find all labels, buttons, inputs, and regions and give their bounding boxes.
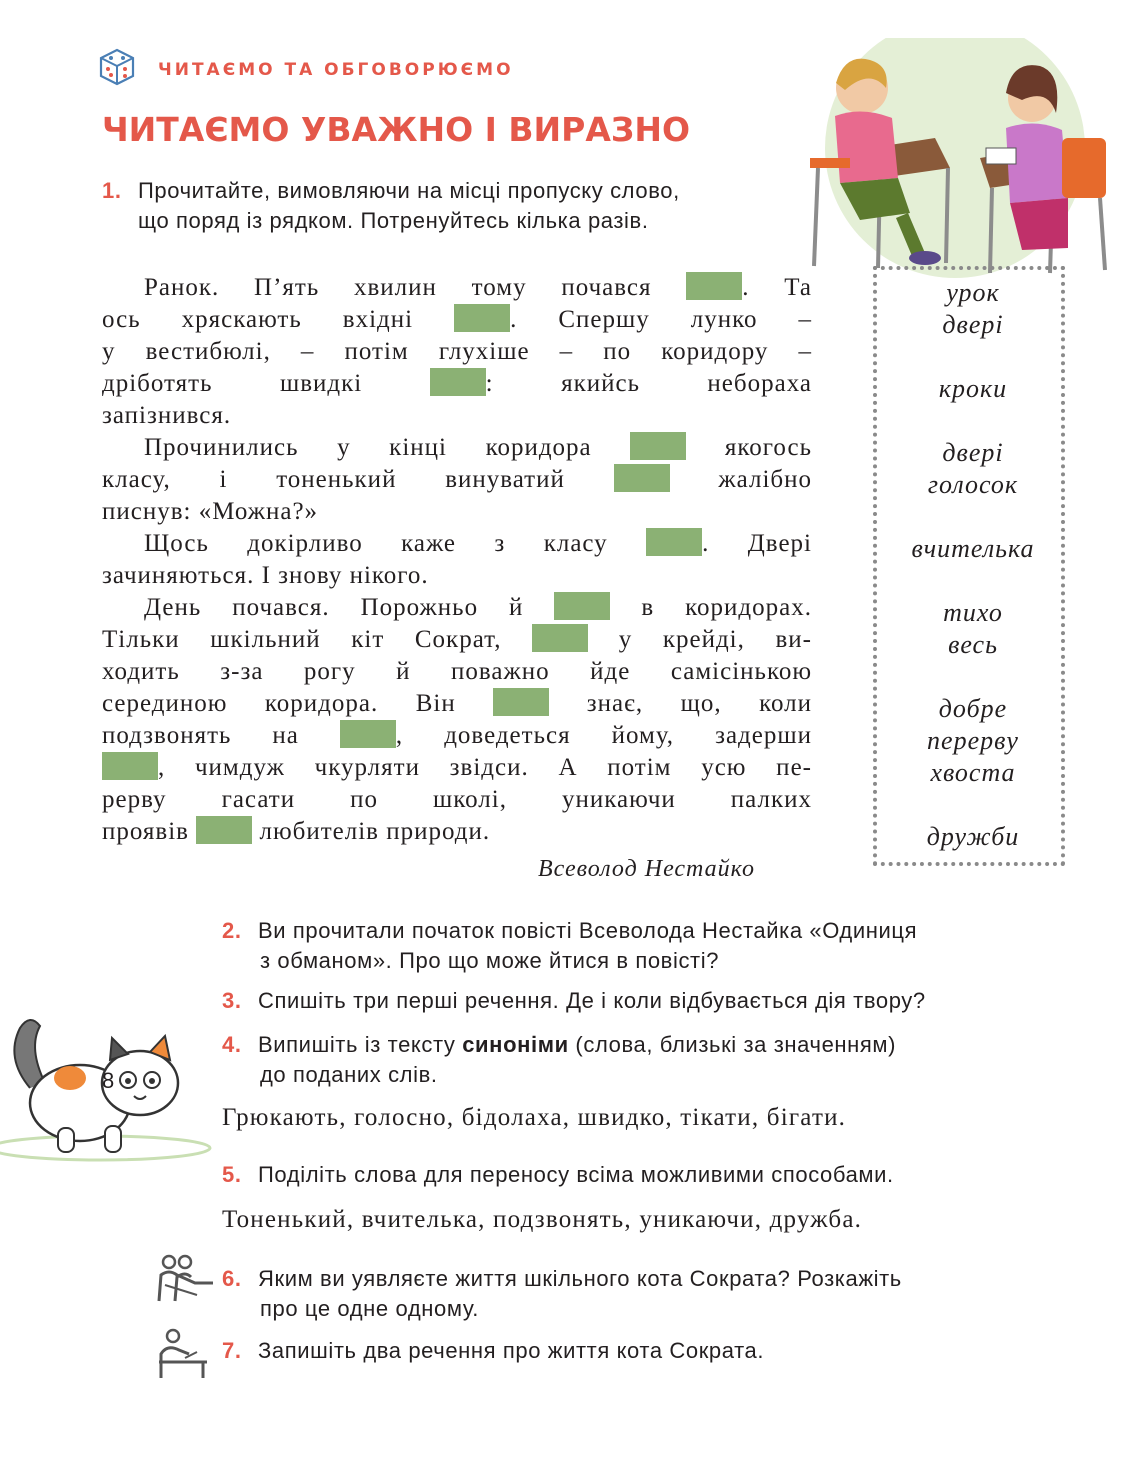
story-text-segment: класу, і тоненький винуватий	[102, 466, 614, 493]
story-line	[102, 656, 812, 688]
task-number: 2.	[222, 918, 242, 943]
story-text-segment: любителів природи.	[252, 818, 491, 845]
word-item: кроки	[938, 374, 1008, 403]
story-text-segment: , доведеться йому, задерши	[395, 722, 812, 749]
task-7	[222, 1336, 1062, 1366]
task-text-line: Спишіть три перші речення. Де і коли відбувається дія твору?	[258, 988, 926, 1013]
story-text-segment: . Спершу лунко –	[510, 306, 812, 333]
story-text-segment: зачиняються. І знову нікого.	[102, 562, 429, 589]
story-line	[102, 368, 812, 400]
story-text-segment: в коридорах.	[610, 594, 812, 621]
task-number: 3.	[222, 988, 242, 1013]
word-gap	[630, 432, 686, 460]
word-item: добре	[938, 694, 1008, 723]
page-title: ЧИТАЄМО УВАЖНО І ВИРАЗНО	[102, 110, 691, 149]
word-item: дружби	[926, 822, 1020, 851]
task-number: 4.	[222, 1032, 242, 1057]
word-gap	[614, 464, 670, 492]
story-text	[102, 272, 812, 848]
story-line	[102, 400, 812, 432]
dice-icon	[98, 48, 136, 86]
task-2	[222, 916, 1062, 976]
story-text-segment: Щось докірливо каже з класу	[144, 530, 647, 557]
story-line	[102, 720, 812, 752]
task-text-line: Яким ви уявляєте життя шкільного кота Сократа? Розкажіть	[258, 1266, 902, 1291]
story-line	[102, 496, 812, 528]
story-text-segment: . Та	[742, 274, 812, 301]
word-item: двері	[942, 438, 1004, 467]
story-text-segment: у вестибюлі, – потім глухіше – по коридору –	[102, 338, 812, 365]
word-gap	[102, 752, 158, 780]
story-text-segment: якогось	[686, 434, 812, 461]
task-text: (слова, близькі за значенням)	[568, 1032, 897, 1057]
writing-icon	[155, 1328, 210, 1380]
story-line	[102, 688, 812, 720]
word-gap	[340, 720, 396, 748]
story-text-segment: у крейді, ви-	[588, 626, 813, 653]
story-line	[102, 624, 812, 656]
word-item: голосок	[927, 470, 1019, 499]
task-text-line: що поряд із рядком. Потренуйтесь кілька разів.	[138, 208, 649, 233]
story-text-segment: рерву гасати по школі, уникаючи палких	[102, 786, 812, 813]
story-line	[102, 752, 812, 784]
task-number: 6.	[222, 1266, 242, 1291]
story-text-segment: День почався. Порожньо й	[144, 594, 555, 621]
task-text-line: Прочитайте, вимовляючи на місці пропуску слово,	[138, 178, 680, 203]
story-line	[102, 304, 812, 336]
story-text-segment: ось хряскають вхідні	[102, 306, 455, 333]
story-author: Всеволод Нестайко	[538, 856, 755, 882]
word-list: Тоненький, вчителька, подзвонять, уникаючи, дружба.	[222, 1206, 863, 1233]
task-text-bold: синоніми	[462, 1032, 569, 1057]
task-6	[222, 1264, 1062, 1324]
task-text-line: до поданих слів.	[260, 1062, 438, 1087]
story-text-segment: , чимдуж чкурляти звідси. А потім усю пе-	[158, 754, 812, 781]
story-text-segment: . Двері	[702, 530, 812, 557]
task-4	[222, 1030, 1062, 1090]
word-gap	[493, 688, 549, 716]
task-number: 1.	[102, 178, 122, 203]
story-text-segment: Тільки шкільний кіт Сократ,	[102, 626, 533, 653]
children-reading-illustration	[800, 38, 1130, 278]
story-line	[102, 272, 812, 304]
pair-talk-icon	[155, 1253, 219, 1303]
word-item: хвоста	[930, 758, 1016, 787]
task-text-line: Поділіть слова для переносу всіма можливими способами.	[258, 1162, 894, 1187]
story-line	[102, 464, 812, 496]
word-gap	[196, 816, 252, 844]
task-number: 5.	[222, 1162, 242, 1187]
word-gap	[454, 304, 510, 332]
story-line	[102, 816, 812, 848]
story-line	[102, 336, 812, 368]
word-item: урок	[946, 278, 1000, 307]
story-text-segment: дріботять швидкі	[102, 370, 430, 397]
word-gap	[532, 624, 588, 652]
story-text-segment: ходить з-за рогу й поважно йде самісінькою	[102, 658, 812, 685]
story-line	[102, 432, 812, 464]
word-item: вчителька	[911, 534, 1035, 563]
task-text-line: Запишіть два речення про життя кота Сократа.	[258, 1338, 765, 1363]
story-text-segment: Прочинились у кінці коридора	[144, 434, 631, 461]
word-list: Грюкають, голосно, бідолаха, швидко, тікати, бігати.	[222, 1104, 847, 1131]
story-text-segment: серединою коридора. Він	[102, 690, 494, 717]
word-item: двері	[942, 310, 1004, 339]
story-text-segment: запізнився.	[102, 402, 232, 429]
task-text-line: з обманом». Про що може йтися в повісті?	[260, 948, 720, 973]
story-line	[102, 592, 812, 624]
story-text-segment: писнув: «Можна?»	[102, 498, 319, 525]
task-3	[222, 986, 1062, 1016]
task-text-line: Ви прочитали початок повісті Всеволода Нестайка «Одиниця	[258, 918, 918, 943]
story-text-segment: проявів	[102, 818, 197, 845]
story-text-segment: Ранок. П’ять хвилин тому почався	[144, 274, 687, 301]
word-gap	[430, 368, 486, 396]
word-item: тихо	[943, 598, 1003, 627]
page-number: 8	[102, 1068, 115, 1093]
story-text-segment: жалібно	[669, 466, 813, 493]
story-text-segment: : якийсь небораха	[485, 370, 812, 397]
story-text-segment: подзвонять на	[102, 722, 340, 749]
story-line	[102, 560, 812, 592]
word-box	[873, 266, 1065, 866]
task-text: Випишіть із тексту	[258, 1032, 463, 1057]
story-text-segment: знає, що, коли	[549, 690, 812, 717]
word-gap	[686, 272, 742, 300]
story-line	[102, 784, 812, 816]
task-1	[102, 176, 822, 236]
word-gap	[554, 592, 610, 620]
task-text-line: про це одне одному.	[260, 1296, 479, 1321]
word-item: перерву	[927, 726, 1019, 755]
section-label: ЧИТАЄМО ТА ОБГОВОРЮЄМО	[158, 60, 514, 80]
task-number: 7.	[222, 1338, 242, 1363]
word-item: весь	[948, 630, 998, 659]
word-gap	[646, 528, 702, 556]
story-line	[102, 528, 812, 560]
task-5	[222, 1160, 1062, 1190]
